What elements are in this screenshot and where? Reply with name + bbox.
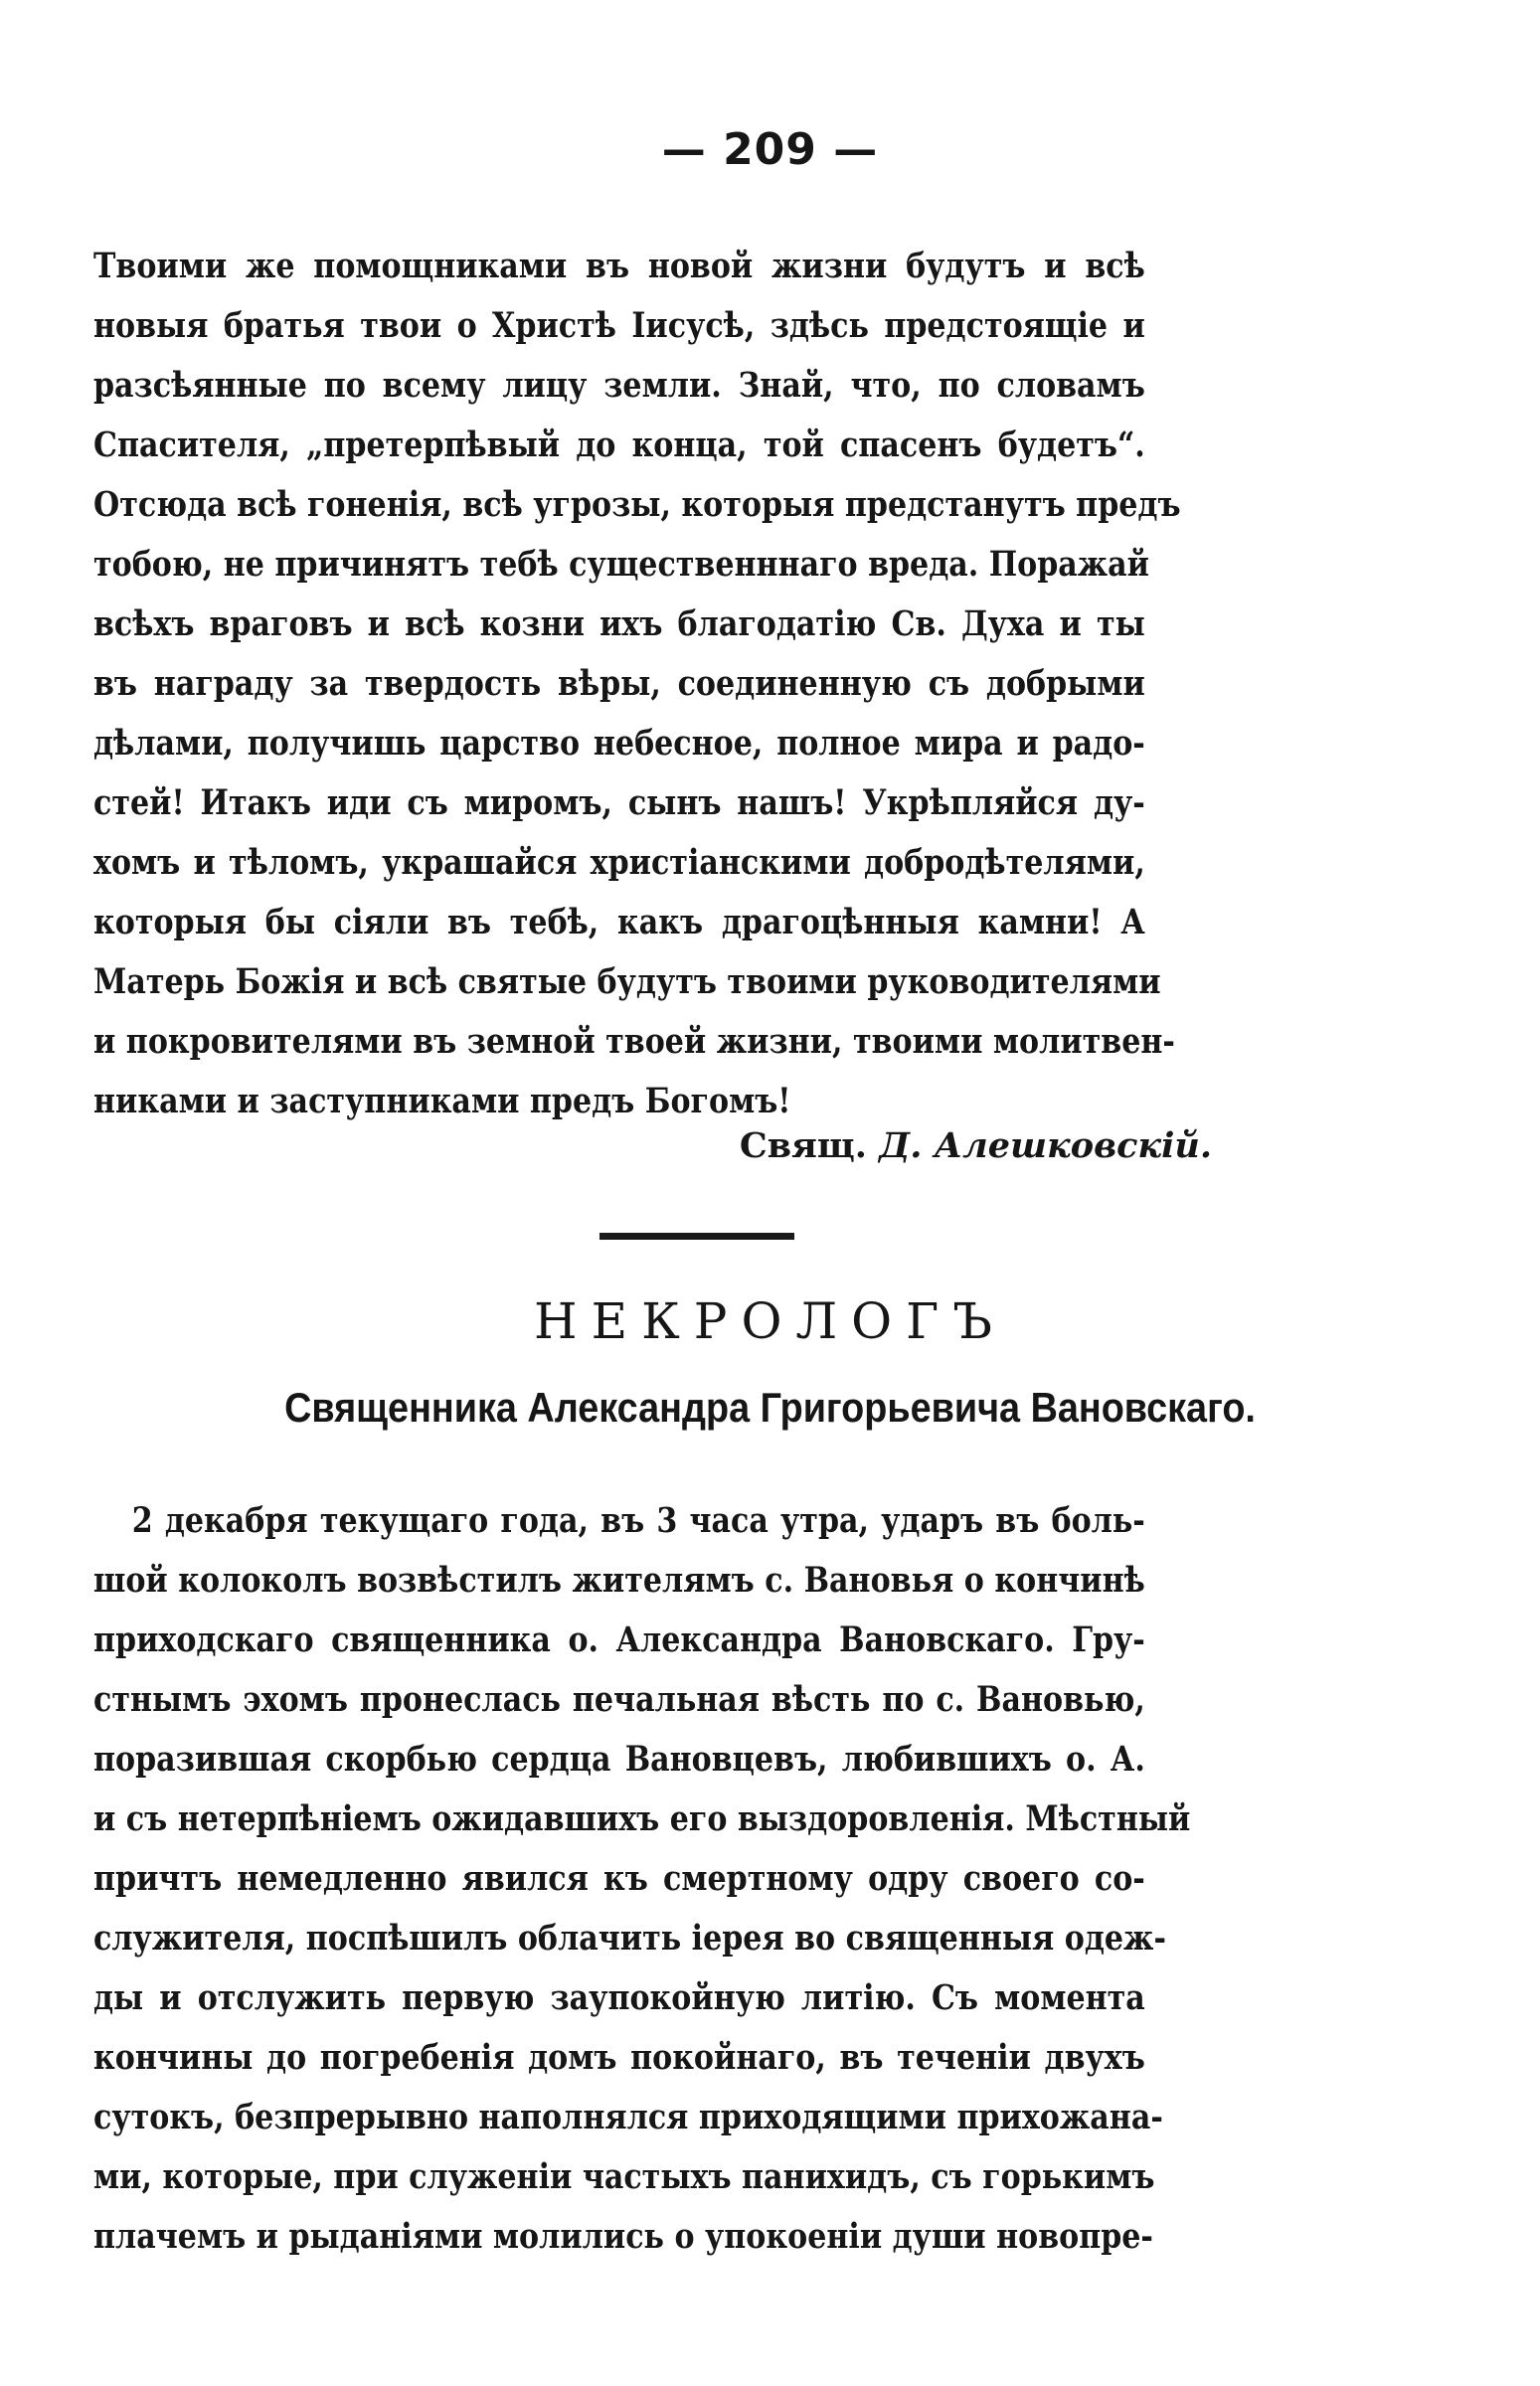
paragraph-2 bbox=[93, 1491, 1316, 2267]
text-line: и покровителями въ земной твоей жизни, твоими молитвен- bbox=[93, 1021, 1175, 1062]
text-line: стнымъ эхомъ пронеслась печальная вѣсть по с. Вановью, bbox=[93, 1679, 1145, 1720]
text-line: новыя братья твои о Христѣ Іисусѣ, здѣсь предстоящіе и bbox=[93, 305, 1145, 346]
text-line: Матерь Божія и всѣ святые будутъ твоими руководителями bbox=[93, 961, 1161, 1002]
text-line: 2 декабря текущаго года, въ 3 часа утра, ударъ въ боль- bbox=[131, 1500, 1145, 1541]
text-line: Спасителя, „претерпѣвый до конца, той спасенъ будетъ“. bbox=[93, 425, 1145, 465]
text-line: тобою, не причинятъ тебѣ существенннаго вреда. Поражай bbox=[93, 544, 1150, 585]
text-line: хомъ и тѣломъ, украшайся христіанскими добродѣтелями, bbox=[93, 842, 1145, 883]
text-line: Отсюда всѣ гоненія, всѣ угрозы, которыя предстанутъ предъ bbox=[93, 484, 1181, 525]
section-divider bbox=[599, 1233, 794, 1240]
text-line: никами и заступниками предъ Богомъ! bbox=[93, 1081, 791, 1121]
signature bbox=[740, 1125, 1212, 1166]
paragraph-1 bbox=[93, 237, 1316, 1131]
text-line: ми, которые, при служеніи частыхъ панихидъ, съ горькимъ bbox=[93, 2156, 1155, 2197]
text-line: всѣхъ враговъ и всѣ козни ихъ благодатію Св. Духа и ты bbox=[93, 603, 1145, 644]
section-title: НЕКРОЛОГЪ bbox=[534, 1292, 1006, 1350]
text-line: стей! Итакъ иди съ миромъ, сынъ нашъ! Укрѣпляйся ду- bbox=[93, 782, 1145, 823]
text-line: причтъ немедленно явился къ смертному одру своего со- bbox=[93, 1858, 1145, 1899]
signature-prefix: Свящ. bbox=[739, 1125, 867, 1166]
signature-name: Д. Алешковскій. bbox=[879, 1125, 1212, 1166]
text-line: дѣлами, получишь царство небесное, полное мира и радо- bbox=[93, 723, 1145, 764]
text-line: сутокъ, безпрерывно наполнялся приходящими прихожана- bbox=[93, 2097, 1163, 2137]
text-line: въ награду за твердость вѣры, соединенную съ добрыми bbox=[93, 663, 1145, 704]
text-line: служителя, поспѣшилъ облачить іерея во священныя одеж- bbox=[93, 1918, 1166, 1959]
page-number: — 209 — bbox=[661, 124, 879, 175]
text-line: плачемъ и рыданіями молились о упокоеніи души новопре- bbox=[93, 2216, 1153, 2257]
text-line: Твоими же помощниками въ новой жизни будутъ и всѣ bbox=[93, 246, 1145, 286]
text-line: и съ нетерпѣніемъ ожидавшихъ его выздоровленія. Мѣстный bbox=[93, 1798, 1191, 1839]
text-line: кончины до погребенія домъ покойнаго, въ теченіи двухъ bbox=[93, 2037, 1145, 2078]
obituary-subtitle: Священника Александра Григорьевича Вановскаго. bbox=[284, 1384, 1256, 1431]
text-line: поразившая скорбью сердца Вановцевъ, любившихъ о. А. bbox=[93, 1739, 1145, 1780]
text-line: шой колоколъ возвѣстилъ жителямъ с. Вановья о кончинѣ bbox=[93, 1560, 1145, 1601]
text-line: которыя бы сіяли въ тебѣ, какъ драгоцѣнныя камни! А bbox=[93, 902, 1145, 942]
text-line: разсѣянные по всему лицу земли. Знай, что, по словамъ bbox=[93, 365, 1145, 406]
text-line: ды и отслужить первую заупокойную литію. Съ момента bbox=[93, 1977, 1145, 2018]
text-line: приходскаго священника о. Александра Вановскаго. Гру- bbox=[93, 1619, 1145, 1660]
